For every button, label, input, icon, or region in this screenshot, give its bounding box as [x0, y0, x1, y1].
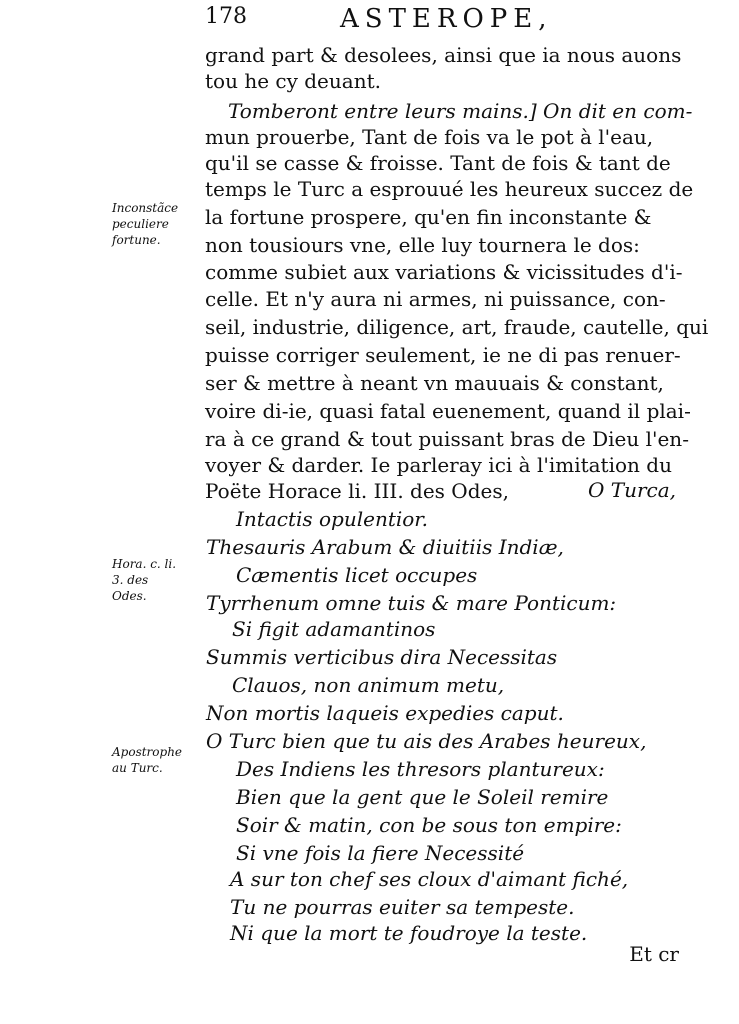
body-line: ra à ce grand & tout puissant bras de Dieu l'en- [205, 427, 689, 451]
margin-note-line: Odes. [112, 589, 147, 603]
body-line: voyer & darder. Ie parleray ici à l'imitation du [205, 453, 672, 477]
body-line: Poëte Horace li. III. des Odes, [205, 479, 509, 503]
french-verse-line: A sur ton chef ses cloux d'aimant fiché, [230, 867, 629, 891]
running-header [205, 4, 685, 40]
running-title: ASTEROPE, [340, 4, 553, 34]
french-verse-line: Des Indiens les thresors plantureux: [236, 757, 605, 781]
latin-verse-line: Intactis opulentior. [236, 507, 429, 531]
catchword: Et cr [629, 942, 679, 966]
french-verse-line: Ni que la mort te foudroye la teste. [230, 921, 588, 945]
body-line: ser & mettre à neant vn mauuais & constant, [205, 371, 664, 395]
french-verse-line: Si vne fois la fiere Necessité [236, 841, 525, 865]
body-line: celle. Et n'y aura ni armes, ni puissance, con- [205, 287, 666, 311]
margin-note-line: fortune. [112, 233, 161, 247]
margin-note-line: Apostrophe [112, 745, 183, 759]
margin-note-line: 3. des [112, 573, 149, 587]
body-line: seil, industrie, diligence, art, fraude, cautelle, qui [205, 315, 709, 339]
body-line: la fortune prospere, qu'en fin inconstante & [205, 205, 652, 229]
french-verse-line: Tu ne pourras euiter sa tempeste. [230, 895, 575, 919]
latin-verse-line: Summis verticibus dira Necessitas [206, 645, 558, 669]
french-verse-line: O Turc bien que tu ais des Arabes heureux, [206, 729, 647, 753]
latin-verse-line: Si figit adamantinos [232, 617, 436, 641]
margin-note-horace [112, 556, 176, 604]
margin-note-line: Inconstãce [112, 201, 179, 215]
margin-note-line: au Turc. [112, 761, 163, 775]
latin-verse-line: Cæmentis licet occupes [236, 563, 478, 587]
body-line: voire di-ie, quasi fatal euenement, quand il plai- [205, 399, 691, 423]
body-line: qu'il se casse & froisse. Tant de fois & tant de [205, 151, 671, 175]
margin-note-line: Hora. c. li. [112, 557, 177, 571]
margin-note-inconstance [112, 200, 178, 248]
body-line: non tousiours vne, elle luy tournera le dos: [205, 233, 640, 257]
body-line: grand part & desolees, ainsi que ia nous auons [205, 43, 682, 67]
margin-note-line: peculiere [112, 217, 169, 231]
latin-verse-line: Tyrrhenum omne tuis & mare Ponticum: [206, 591, 617, 615]
body-line: puisse corriger seulement, ie ne di pas renuer- [205, 343, 681, 367]
body-line: comme subiet aux variations & vicissitudes d'i- [205, 260, 683, 284]
latin-verse-line: Thesauris Arabum & diuitiis Indiæ, [206, 535, 564, 559]
latin-verse-line: Clauos, non animum metu, [232, 673, 505, 697]
ode-trigger: O Turca, [588, 478, 677, 502]
latin-verse-line: Non mortis laqueis expedies caput. [206, 701, 564, 725]
page-number: 178 [205, 4, 247, 29]
french-verse-line: Bien que la gent que le Soleil remire [236, 785, 609, 809]
body-line: tou he cy deuant. [205, 69, 381, 93]
body-line: temps le Turc a esprouué les heureux succez de [205, 177, 694, 201]
body-line: mun prouerbe, Tant de fois va le pot à l'eau, [205, 125, 654, 149]
french-verse-line: Soir & matin, con be sous ton empire: [236, 813, 622, 837]
body-line: Tomberont entre leurs mains.] On dit en com- [228, 99, 693, 123]
margin-note-apostrophe [112, 744, 182, 776]
